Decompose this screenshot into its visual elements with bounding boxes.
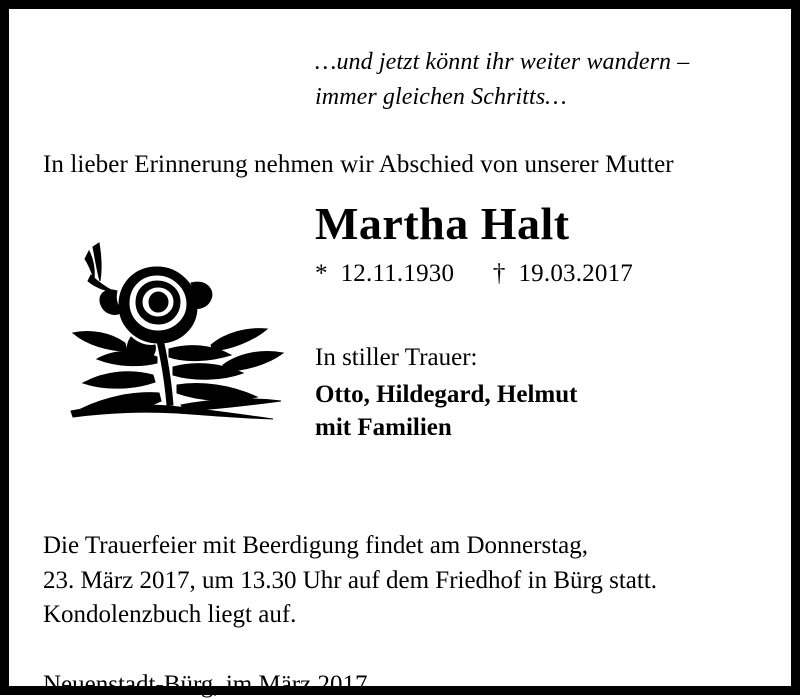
ceremony-details [43, 529, 757, 633]
mourning-label: In stiller Trauer: [315, 343, 478, 371]
epitaph-block [315, 45, 757, 115]
place-and-date: Neuenstadt-Bürg, im März 2017 [43, 670, 368, 698]
life-dates: * 12.11.1930 † 19.03.2017 [315, 259, 633, 287]
name-and-illustration-section [43, 199, 757, 499]
name-block [315, 199, 757, 445]
mourner-families-line: mit Familien [315, 414, 452, 442]
mourner-names-line: Otto, Hildegard, Helmut [315, 380, 578, 408]
epitaph-line-2: immer gleichen Schritts… [315, 83, 567, 110]
rose-flower-icon [61, 229, 301, 429]
epitaph-line-1: …und jetzt könnt ihr weiter wandern – [315, 49, 690, 75]
ceremony-line-2: 23. März 2017, um 13.30 Uhr auf dem Friedhof in Bürg statt. [43, 566, 658, 594]
ceremony-line-3: Kondolenzbuch liegt auf. [43, 601, 297, 629]
deceased-name: Martha Halt [315, 198, 570, 250]
mourner-names [315, 378, 757, 446]
ceremony-line-1: Die Trauerfeier mit Beerdigung findet am Donnerstag, [43, 532, 588, 560]
intro-text: In lieber Erinnerung nehmen wir Abschied von unserer Mutter [43, 150, 674, 178]
